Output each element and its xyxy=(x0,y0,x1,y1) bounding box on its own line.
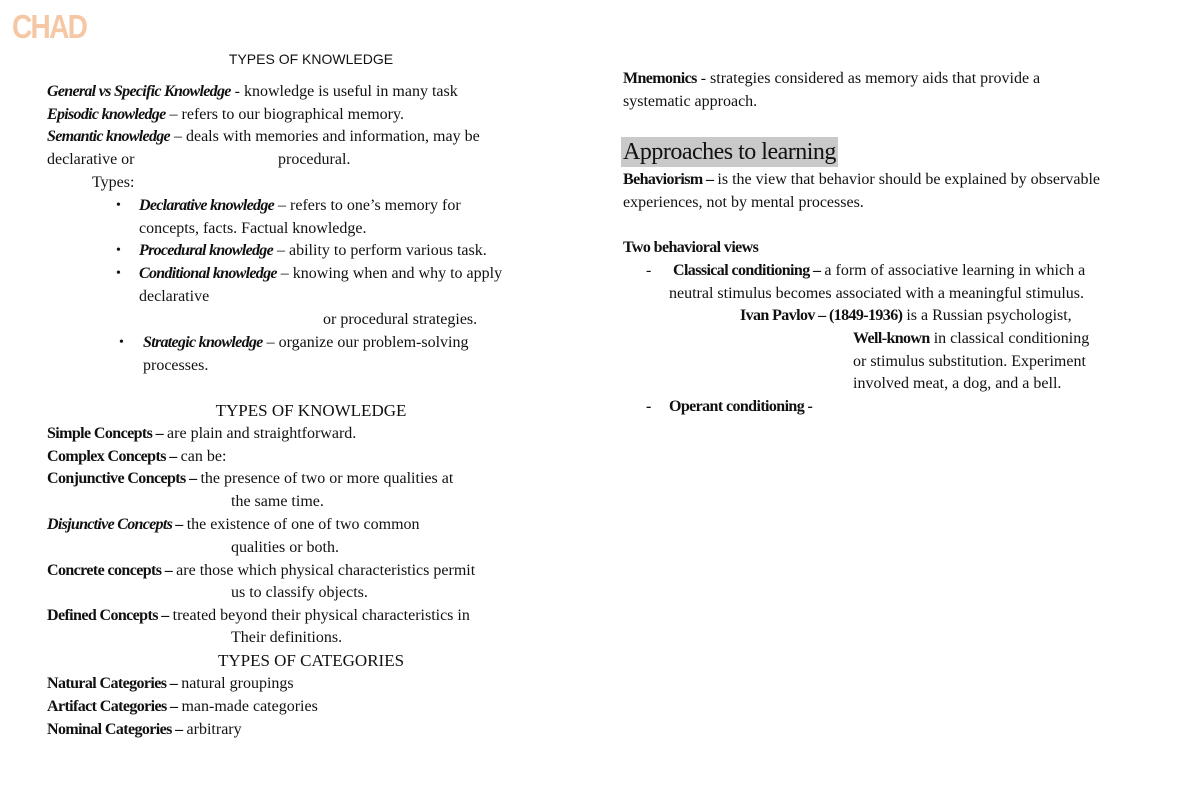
concrete-cont: us to classify objects. xyxy=(231,584,368,601)
approaches-heading: Approaches to learning xyxy=(623,139,836,165)
well-known: Well-known in classical conditioning xyxy=(853,330,1090,347)
artifact-categories: Artifact Categories – man-made categories xyxy=(47,698,318,715)
conditional-cont: declarative xyxy=(139,288,210,305)
conjunctive-cont: the same time. xyxy=(231,493,324,510)
types-label: Types: xyxy=(92,174,135,191)
behaviorism: Behaviorism – is the view that behavior should be explained by observable xyxy=(623,171,1100,188)
general-specific-knowledge: General vs Specific Knowledge - knowledge is useful in many task xyxy=(47,83,458,100)
conditional-knowledge: Conditional knowledge – knowing when and why to apply xyxy=(139,265,503,282)
well-known-cont2: involved meat, a dog, and a bell. xyxy=(853,375,1062,392)
section-title-types-of-knowledge-2: TYPES OF KNOWLEDGE xyxy=(215,401,407,420)
bullet-icon: • xyxy=(116,266,121,281)
ivan-pavlov: Ivan Pavlov – (1849-1936) is a Russian psychologist, xyxy=(740,307,1072,324)
classical-conditioning: Classical conditioning – a form of associative learning in which a xyxy=(673,262,1086,279)
operant-conditioning: Operant conditioning - xyxy=(669,398,813,415)
complex-concepts: Complex Concepts – can be: xyxy=(47,448,227,465)
nominal-categories: Nominal Categories – arbitrary xyxy=(47,721,242,738)
classical-cont: neutral stimulus becomes associated with a meaningful stimulus. xyxy=(669,285,1085,302)
mnemonics-cont: systematic approach. xyxy=(623,93,758,110)
episodic-knowledge: Episodic knowledge – refers to our biographical memory. xyxy=(47,106,404,123)
natural-categories: Natural Categories – natural groupings xyxy=(47,675,294,692)
declarative-cont: concepts, facts. Factual knowledge. xyxy=(139,220,367,237)
two-behavioral-views-title: Two behavioral views xyxy=(623,239,759,256)
bullet-icon: • xyxy=(116,198,121,213)
section-title-types-of-categories: TYPES OF CATEGORIES xyxy=(217,651,405,670)
disjunctive-cont: qualities or both. xyxy=(231,539,339,556)
declarative-knowledge: Declarative knowledge – refers to one’s memory for xyxy=(139,197,461,214)
semantic-knowledge: Semantic knowledge – deals with memories and information, may be xyxy=(47,128,480,145)
simple-concepts: Simple Concepts – are plain and straightforward. xyxy=(47,425,357,442)
conjunctive-concepts: Conjunctive Concepts – the presence of two or more qualities at xyxy=(47,470,454,487)
chad-logo: CHAD xyxy=(12,8,87,45)
disjunctive-concepts: Disjunctive Concepts – the existence of one of two common xyxy=(47,516,420,533)
mnemonics: Mnemonics - strategies considered as memory aids that provide a xyxy=(623,70,1041,87)
concrete-concepts: Concrete concepts – are those which physical characteristics permit xyxy=(47,562,476,579)
strategic-knowledge: Strategic knowledge – organize our problem-solving xyxy=(143,334,469,351)
dash-icon: - xyxy=(646,398,651,415)
dash-icon: - xyxy=(646,262,652,279)
conditional-cont2: or procedural strategies. xyxy=(323,311,478,328)
behaviorism-cont: experiences, not by mental processes. xyxy=(623,194,864,211)
semantic-cont2: procedural. xyxy=(278,151,351,168)
well-known-cont: or stimulus substitution. Experiment xyxy=(853,353,1086,370)
defined-cont: Their definitions. xyxy=(231,629,343,646)
semantic-cont: declarative or xyxy=(47,151,135,168)
bullet-icon: • xyxy=(119,335,124,350)
bullet-icon: • xyxy=(116,243,121,258)
section-title-types-of-knowledge: TYPES OF KNOWLEDGE xyxy=(228,51,394,67)
procedural-knowledge: Procedural knowledge – ability to perform various task. xyxy=(139,242,487,259)
defined-concepts: Defined Concepts – treated beyond their physical characteristics in xyxy=(47,607,470,624)
strategic-cont: processes. xyxy=(143,357,209,374)
